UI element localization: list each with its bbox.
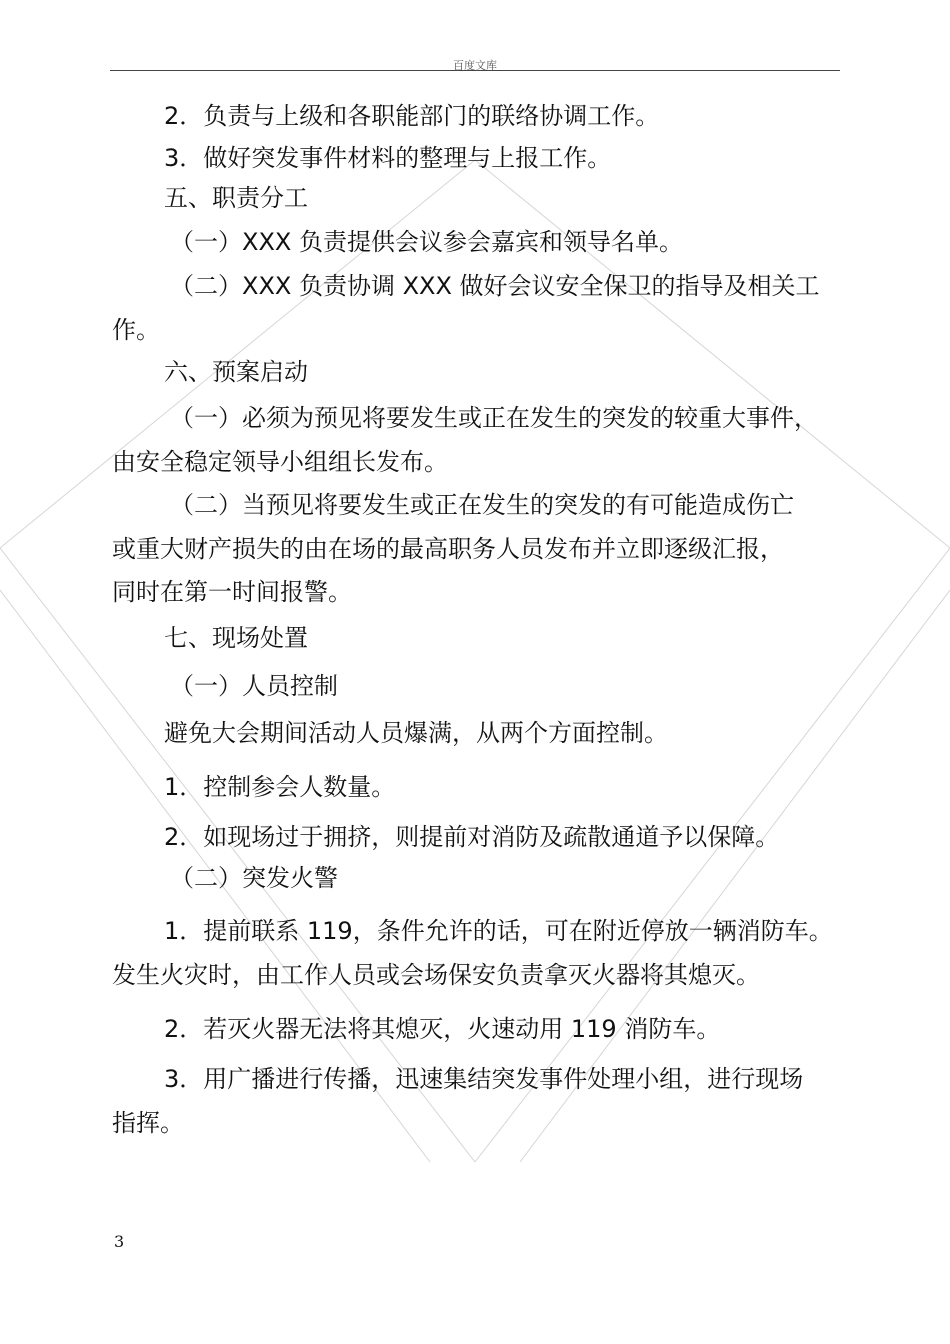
body-line: 同时在第一时间报警。 (112, 578, 352, 606)
subsection-heading: （一）人员控制 (170, 672, 338, 700)
body-line: （一）XXX 负责提供会议参会嘉宾和领导名单。 (170, 228, 683, 256)
body-line: （一）必须为预见将要发生或正在发生的突发的较重大事件， (170, 404, 818, 432)
body-line: 2．若灭火器无法将其熄灭，火速动用 119 消防车。 (164, 1015, 721, 1043)
body-line: 由安全稳定领导小组组长发布。 (112, 448, 448, 476)
body-line: 1．提前联系 119，条件允许的话，可在附近停放一辆消防车。 (164, 917, 833, 945)
body-line: （二）XXX 负责协调 XXX 做好会议安全保卫的指导及相关工 (170, 272, 820, 300)
section-heading: 七、现场处置 (164, 624, 308, 652)
body-line: 指挥。 (112, 1109, 184, 1137)
body-line: 3．做好突发事件材料的整理与上报工作。 (164, 144, 612, 172)
section-heading: 六、预案启动 (164, 358, 308, 386)
body-line: 作。 (112, 316, 160, 344)
subsection-heading: （二）突发火警 (170, 864, 338, 892)
body-line: 3．用广播进行传播，迅速集结突发事件处理小组，进行现场 (164, 1065, 804, 1093)
section-heading: 五、职责分工 (164, 184, 308, 212)
body-line: 避免大会期间活动人员爆满，从两个方面控制。 (164, 719, 668, 747)
page-number: 3 (114, 1232, 125, 1251)
body-line: 1．控制参会人数量。 (164, 773, 396, 801)
body-line: （二）当预见将要发生或正在发生的突发的有可能造成伤亡 (170, 491, 794, 519)
page-header (110, 56, 840, 71)
body-line: 2．负责与上级和各职能部门的联络协调工作。 (164, 102, 660, 130)
body-line: 或重大财产损失的由在场的最高职务人员发布并立即逐级汇报， (112, 535, 784, 563)
body-line: 2．如现场过于拥挤，则提前对消防及疏散通道予以保障。 (164, 823, 780, 851)
header-title: 百度文库 (453, 59, 497, 72)
body-line: 发生火灾时，由工作人员或会场保安负责拿灭火器将其熄灭。 (112, 961, 760, 989)
